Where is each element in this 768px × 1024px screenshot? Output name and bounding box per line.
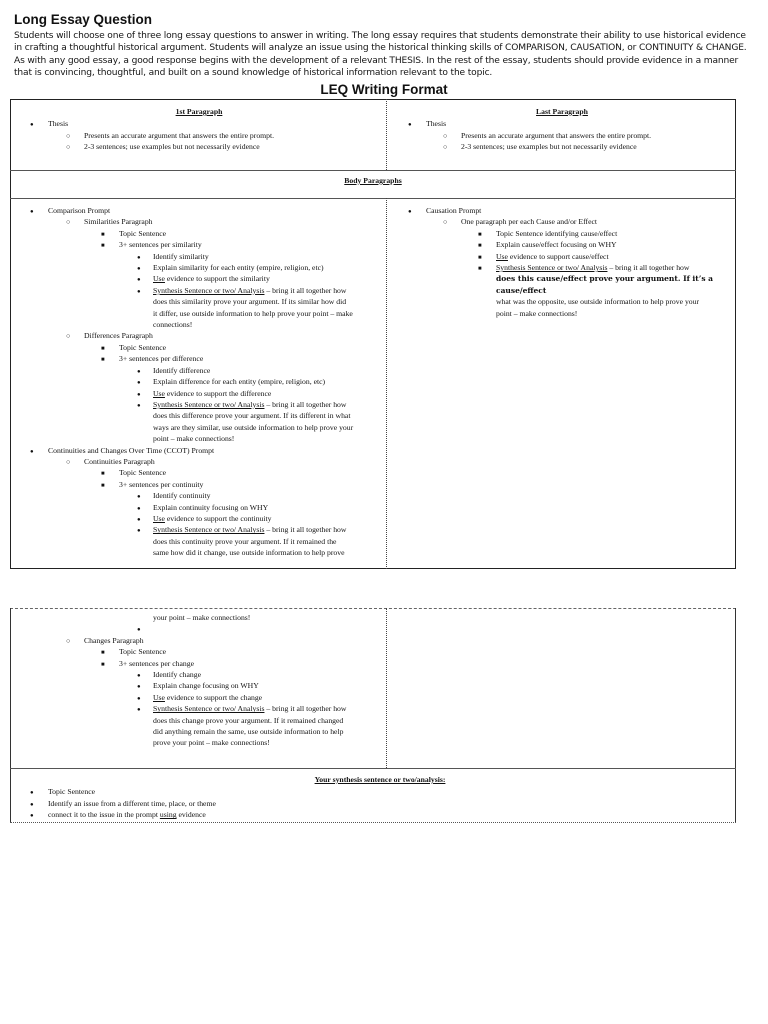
list-item: ● Thesis — [20, 118, 378, 129]
comparison-ccot-cell — [20, 205, 384, 559]
table-bottom-border — [10, 822, 736, 823]
list-item-continued: point – make connections! — [153, 434, 235, 444]
list-item-continued: prove your point – make connections! — [153, 738, 270, 748]
column-divider — [386, 198, 387, 569]
list-item: ○ Presents an accurate argument that answers the entire prompt. — [20, 130, 378, 141]
list-item: ● Use evidence to support the continuity — [20, 513, 384, 524]
body-paragraphs-title: Body Paragraphs — [344, 176, 402, 185]
list-item: ○ Continuities Paragraph — [20, 456, 384, 467]
list-item: ● Synthesis Sentence or two/ Analysis – bring it all together how — [20, 524, 384, 535]
changes-cell — [20, 612, 384, 749]
list-item: ● Explain continuity focusing on WHY — [20, 502, 384, 513]
list-item-continued: does this difference prove your argument. If its different in what — [153, 411, 351, 421]
list-item: ■ Explain cause/effect focusing on WHY — [396, 239, 730, 250]
body-paragraphs-cell — [10, 175, 736, 187]
list-item: ○ Changes Paragraph — [20, 635, 384, 646]
list-item: ■ 3+ sentences per difference — [20, 353, 384, 364]
list-item: ○ 2-3 sentences; use examples but not necessarily evidence — [20, 141, 378, 152]
causation-cell — [396, 205, 730, 319]
table-top-border — [10, 608, 736, 609]
row-divider — [10, 768, 736, 769]
list-item-continued: does this cause/effect prove your argument. If it’s a cause/effect — [496, 274, 714, 295]
list-item: ● Explain difference for each entity (empire, religion, etc) — [20, 376, 384, 387]
list-item: ● Topic Sentence — [20, 786, 730, 797]
list-item: ■ Topic Sentence — [20, 467, 384, 478]
list-item: ■ 3+ sentences per similarity — [20, 239, 384, 250]
list-item: ● connect it to the issue in the prompt using evidence — [20, 809, 730, 820]
synthesis-cell — [20, 774, 730, 821]
synthesis-title: Your synthesis sentence or two/analysis: — [314, 775, 446, 784]
table-right-border — [735, 608, 736, 822]
list-item: ○ Similarities Paragraph — [20, 216, 384, 227]
list-item-continued: it differ, use outside information to help prove your point – make — [153, 308, 353, 318]
row-divider — [10, 198, 736, 199]
first-paragraph-cell — [20, 106, 378, 153]
list-item: ○ Presents an accurate argument that answers the entire prompt. — [396, 130, 728, 141]
list-item-continued: what was the opposite, use outside information to help prove your — [496, 297, 700, 307]
list-item: ■ Synthesis Sentence or two/ Analysis – bring it all together how — [396, 262, 730, 273]
list-item: ○ Differences Paragraph — [20, 330, 384, 341]
list-item: ■ Topic Sentence — [20, 646, 384, 657]
list-item: ● Identify difference — [20, 365, 384, 376]
last-paragraph-cell — [396, 106, 728, 153]
list-item: ■ 3+ sentences per continuity — [20, 479, 384, 490]
list-item-continued: does this similarity prove your argument. If its similar how did — [153, 297, 347, 307]
list-item: ● Synthesis Sentence or two/ Analysis – bring it all together how — [20, 399, 384, 410]
last-paragraph-title: Last Paragraph — [536, 107, 588, 116]
first-paragraph-title: 1st Paragraph — [175, 107, 223, 116]
list-item-continued: does this change prove your argument. If it remained changed — [153, 715, 344, 725]
list-item: ○ 2-3 sentences; use examples but not necessarily evidence — [396, 141, 728, 152]
list-item: ● Use evidence to support the change — [20, 692, 384, 703]
format-title: LEQ Writing Format — [320, 82, 448, 97]
list-item: ● Synthesis Sentence or two/ Analysis – bring it all together how — [20, 285, 384, 296]
list-item-continued: did anything remain the same, use outside information to help — [153, 727, 344, 737]
list-item: ■ Use evidence to support cause/effect — [396, 251, 730, 262]
table-left-border — [10, 608, 11, 822]
column-divider — [386, 608, 387, 768]
bullet-icon — [30, 809, 34, 822]
list-item-continued: does this continuity prove your argument. If it remained the — [153, 536, 337, 546]
list-item: ● Thesis — [396, 118, 728, 129]
list-item: ■ Topic Sentence — [20, 342, 384, 353]
row-divider — [10, 170, 736, 171]
list-item: ● Identify an issue from a different time, place, or theme — [20, 798, 730, 809]
list-item: ● Use evidence to support the similarity — [20, 273, 384, 284]
page-heading: Long Essay Question — [14, 12, 153, 27]
list-item: ● Identify continuity — [20, 490, 384, 501]
circle-bullet-icon — [443, 141, 447, 153]
list-item: ● Explain similarity for each entity (empire, religion, etc) — [20, 262, 384, 273]
list-item — [20, 623, 384, 634]
list-item: ● Synthesis Sentence or two/ Analysis – bring it all together how — [20, 703, 384, 714]
list-item: ● Causation Prompt — [396, 205, 730, 216]
list-item: ● Identify change — [20, 669, 384, 680]
list-item-continued: ways are they similar, use outside information to help prove your — [153, 422, 354, 432]
list-item: ● Explain change focusing on WHY — [20, 680, 384, 691]
list-item: ● Identify similarity — [20, 251, 384, 262]
list-item: ■ 3+ sentences per change — [20, 658, 384, 669]
list-item: ● Use evidence to support the difference — [20, 388, 384, 399]
circle-bullet-icon — [66, 141, 70, 153]
list-item: ■ Topic Sentence identifying cause/effect — [396, 228, 730, 239]
list-item: ● Comparison Prompt — [20, 205, 384, 216]
list-item: ■ Topic Sentence — [20, 228, 384, 239]
list-item-continued: your point – make connections! — [153, 613, 251, 622]
list-item: ○ One paragraph per each Cause and/or Effect — [396, 216, 730, 227]
intro-paragraph: Students will choose one of three long essay questions to answer in writing. The long essay requires that students demonstrate their ability to use historical evidence in crafting a thoughtful historical argument. Students will analyze an issue using the historical thinking skills of COMPARISON, CAUSATION, or CONTINUITY & CHANGE. As with any good essay, a good response begins with the development of a relevant THESIS. In the rest of the essay, students should provide evidence in a manner that is convincing, thoughtful, and built on a sound knowledge of historical information relevant to the topic. — [14, 31, 747, 78]
column-divider — [386, 99, 387, 170]
list-item-continued: point – make connections! — [496, 308, 578, 318]
list-item-continued: connections! — [153, 320, 193, 330]
list-item-continued: same how did it change, use outside information to help prove — [153, 548, 345, 558]
list-item: ● Continuities and Changes Over Time (CCOT) Prompt — [20, 445, 384, 456]
